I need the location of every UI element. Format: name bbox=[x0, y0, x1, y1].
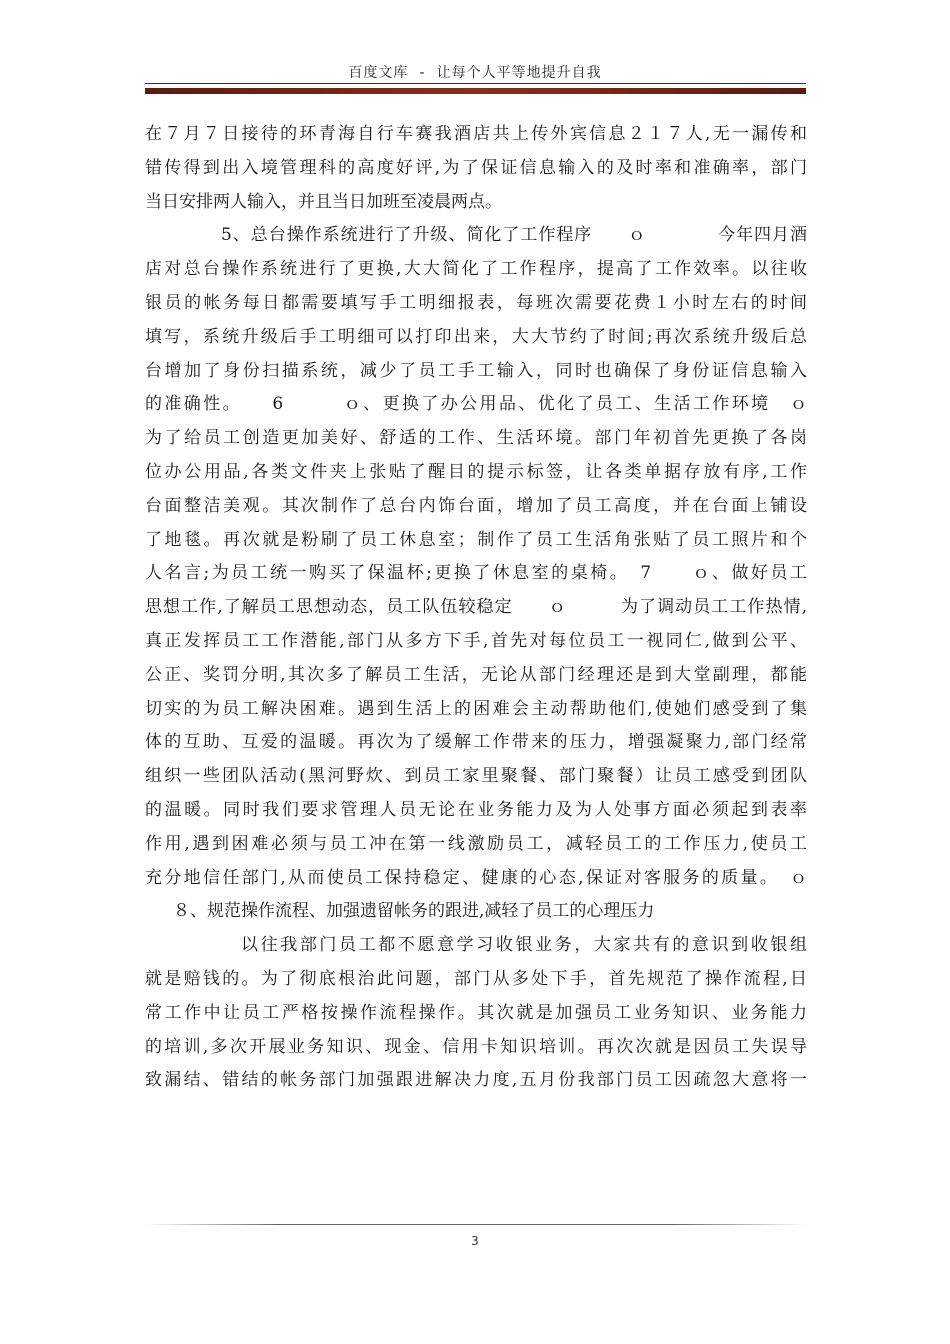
text-line: 思想工作,了解员工思想动态，员工队伍较稳定 ｏ 为了调动员工工作热情, bbox=[145, 597, 807, 618]
text-line: 体的互助、互爱的温暖。再次为了缓解工作带来的压力，增强凝聚力,部门经常 bbox=[145, 732, 807, 753]
header-rule-thin bbox=[145, 83, 806, 84]
text-line: 的温暖。同时我们要求管理人员无论在业务能力及为人处事方面必须起到表率 bbox=[145, 799, 807, 820]
text-line: 位办公用品,各类文件夹上张贴了醒目的提示标签，让各类单据存放有序,工作 bbox=[145, 461, 807, 482]
document-body bbox=[145, 118, 807, 1098]
page-number: 3 bbox=[471, 1234, 479, 1248]
text-line: 了地毯。再次就是粉刷了员工休息室；制作了员工生活角张贴了员工照片和个 bbox=[145, 529, 807, 550]
text-line: 填写，系统升级后手工明细可以打印出来，大大节约了时间;再次系统升级后总 bbox=[145, 326, 807, 347]
text-line: 的培训,多次开展业务知识、现金、信用卡知识培训。再次次就是因员工失误导 bbox=[145, 1036, 807, 1057]
text-line: 以往我部门员工都不愿意学习收银业务，大家共有的意识到收银组 bbox=[241, 935, 807, 956]
text-line: 当日安排两人输入，并且当日加班至凌晨两点。 bbox=[145, 191, 502, 212]
text-line: 在７月７日接待的环青海自行车赛我酒店共上传外宾信息２１７人,无一漏传和 bbox=[145, 124, 807, 144]
text-line: 就是赔钱的。为了彻底根治此问题，部门从多处下手，首先规范了操作流程,日 bbox=[145, 968, 807, 989]
text-line: 组织一些团队活动(黑河野炊、到员工家里聚餐、部门聚餐）让员工感受到团队 bbox=[145, 766, 807, 787]
text-line: 公正、奖罚分明,其次多了解员工生活，无论从部门经理还是到大堂副理，都能 bbox=[145, 664, 807, 685]
text-line: 人名言;为员工统一购买了保温杯;更换了休息室的桌椅。 7 ｏ、做好员工 bbox=[145, 563, 807, 584]
text-line: 为了给员工创造更加美好、舒适的工作、生活环境。部门年初首先更换了各岗 bbox=[145, 428, 807, 449]
text-line: 致漏结、错结的帐务部门加强跟进解决力度,五月份我部门员工因疏忽大意将一 bbox=[145, 1070, 807, 1091]
text-line: 真正发挥员工工作潜能,部门从多方下手,首先对每位员工一视同仁,做到公平、 bbox=[145, 630, 807, 651]
header-title: 百度文库 - 让每个人平等地提升自我 bbox=[348, 65, 602, 81]
text-line: 常工作中让员工严格按操作流程操作。其次就是加强员工业务知识、业务能力 bbox=[145, 1002, 807, 1023]
text-line: 店对总台操作系统进行了更换,大大简化了工作程序，提高了工作效率。以往收 bbox=[145, 259, 807, 280]
text-line: 错传得到出入境管理科的高度好评,为了保证信息输入的及时率和准确率，部门 bbox=[145, 157, 807, 178]
text-line: 台增加了身份扫描系统，减少了员工手工输入，同时也确保了身份证信息输入 bbox=[145, 360, 807, 381]
text-line: 的准确性。 6 ｏ、更换了办公用品、优化了员工、生活工作环境 ｏ bbox=[145, 394, 807, 415]
text-line: 切实的为员工解决困难。遇到生活上的困难会主动帮助他们,使她们感受到了集 bbox=[145, 698, 807, 719]
text-line: 充分地信任部门,从而使员工保持稳定、健康的心态,保证对客服务的质量。 ｏ bbox=[145, 867, 807, 888]
header-rule-thick bbox=[145, 88, 806, 94]
text-line: 5、总台操作系统进行了升级、简化了工作程序 ｏ 今年四月酒 bbox=[221, 225, 807, 246]
text-line: 作用,遇到困难必须与员工冲在第一线激励员工，减轻员工的工作压力,使员工 bbox=[145, 833, 807, 854]
text-line: 台面整洁美观。其次制作了总台内饰台面，增加了员工高度，并在台面上铺设 bbox=[145, 495, 807, 516]
section-heading: ８、规范操作流程、加强遗留帐务的跟进,减轻了员工的心理压力 bbox=[173, 901, 655, 922]
footer-rule bbox=[145, 1224, 806, 1225]
text-line: 银员的帐务每日都需要填写手工明细报表，每班次需要花费１小时左右的时间 bbox=[145, 292, 807, 313]
